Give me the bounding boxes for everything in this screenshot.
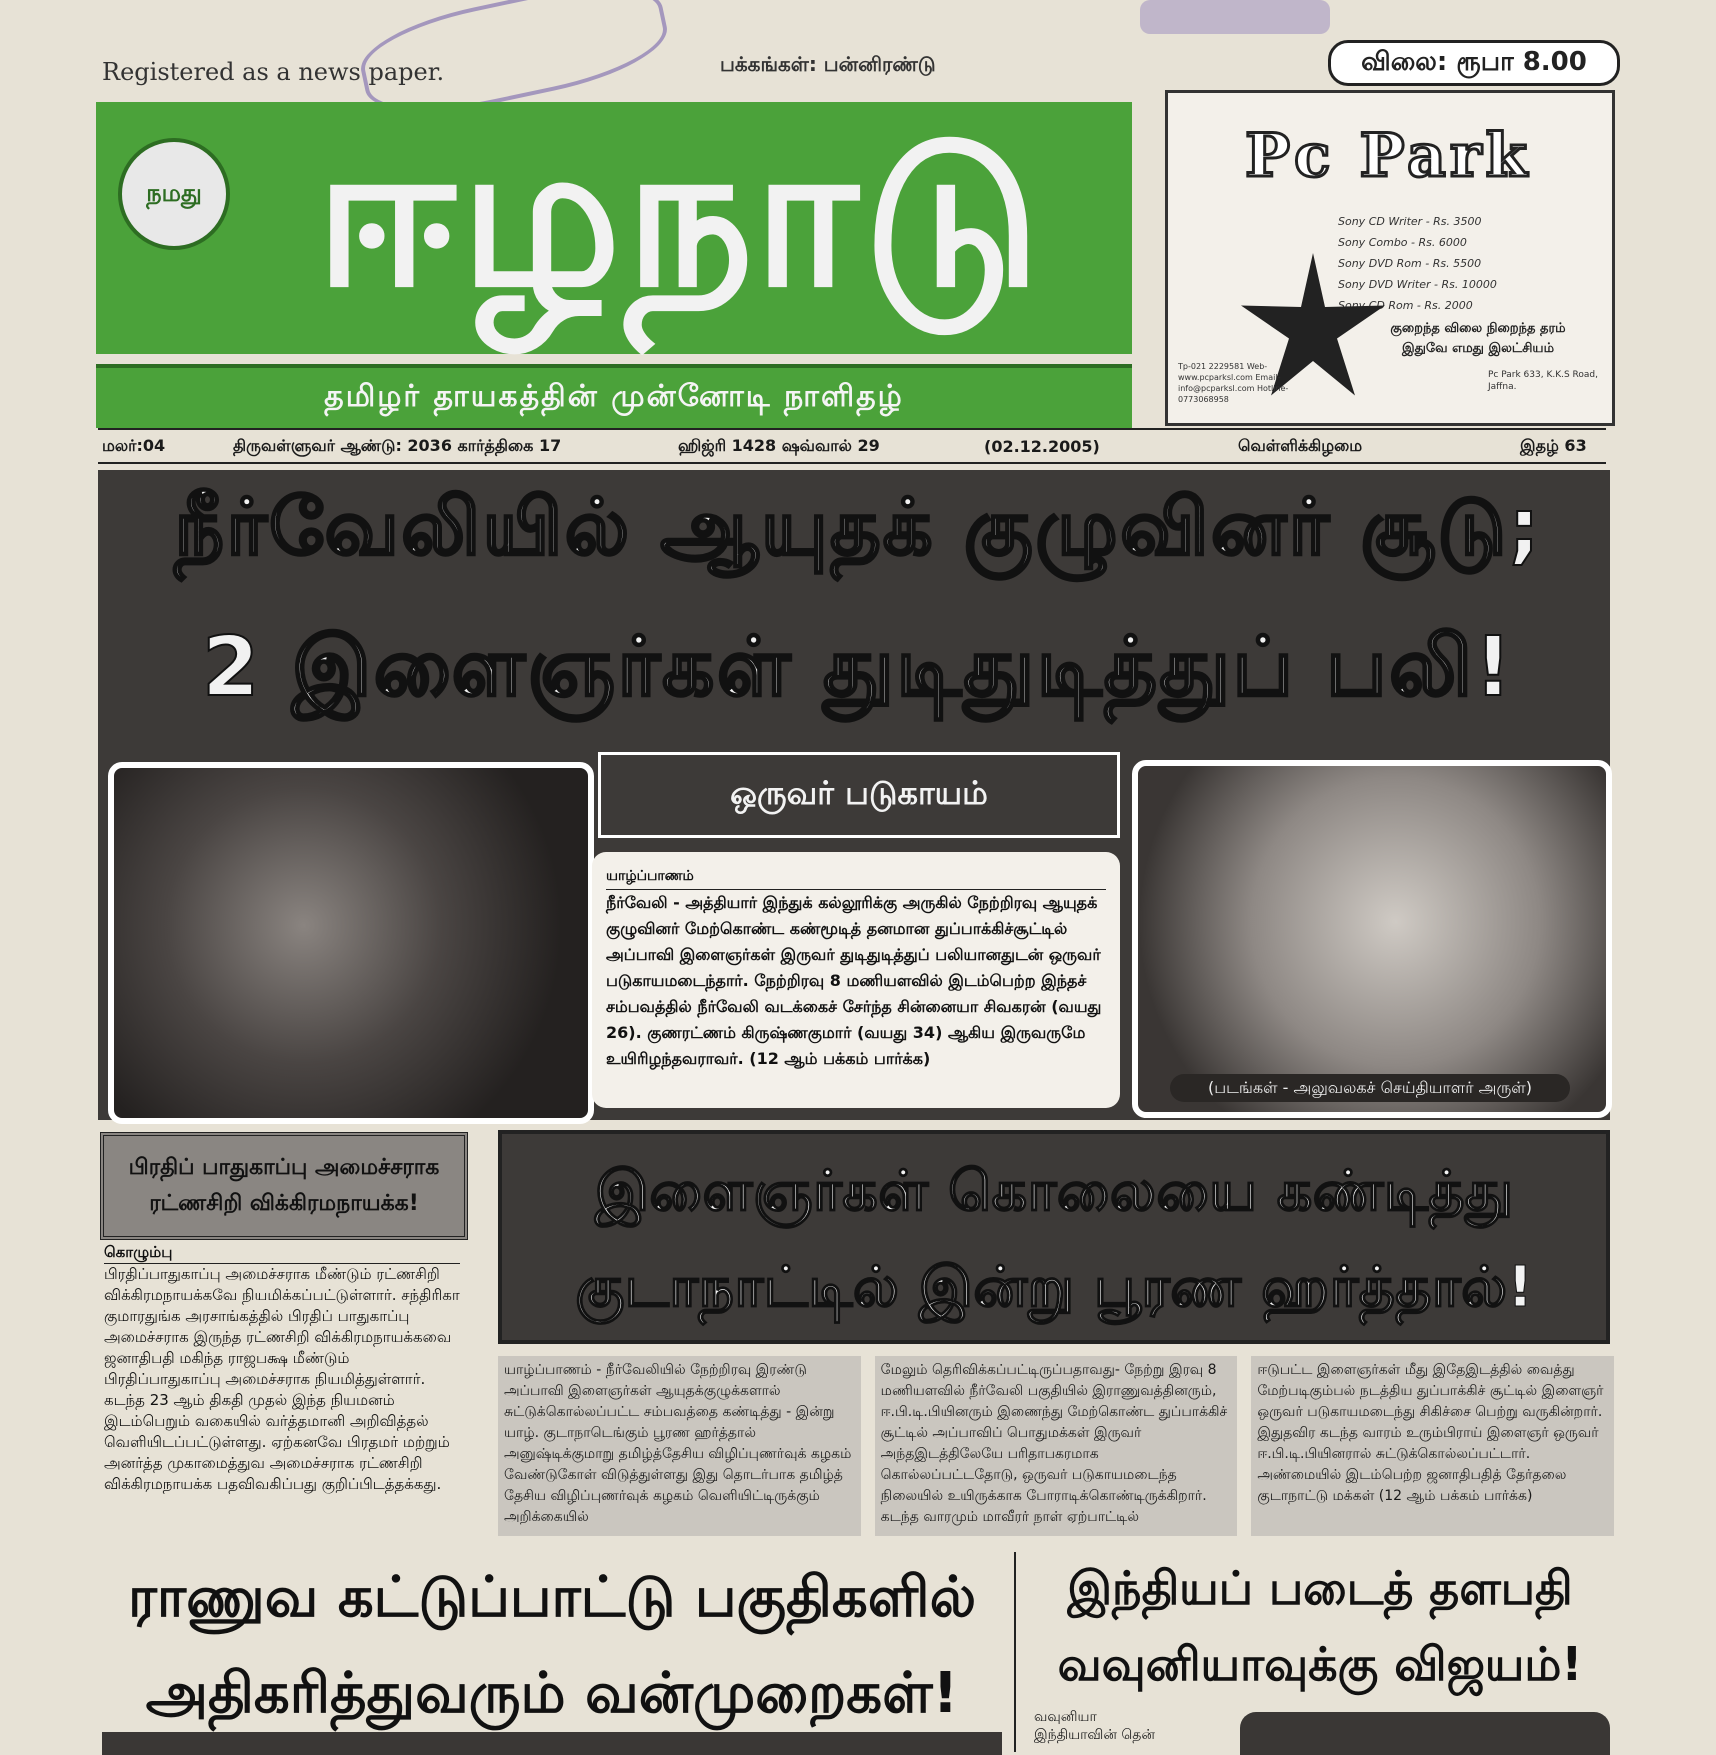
- lead-dateline: யாழ்ப்பாணம்: [606, 863, 1106, 890]
- hijri-date: ஹிஜ்ரி 1428 ஷவ்வால் 29: [678, 435, 880, 455]
- bottom-right-line2: வவுனியாவுக்கு விஜயம்!: [1057, 1637, 1583, 1691]
- lead-headline-line1: நீர்வேலியில் ஆயுதக் குழுவினர் சூடு;: [174, 483, 1542, 573]
- ad-item: Sony Combo - Rs. 6000: [1338, 236, 1467, 249]
- side-dateline: கொழும்பு: [104, 1242, 460, 1264]
- bottom-left-headline: [102, 1550, 1002, 1750]
- bottom-right-headline: [1030, 1550, 1610, 1700]
- hartal-headline-box: [498, 1130, 1610, 1344]
- ad-item: Sony CD Rom - Rs. 2000: [1338, 299, 1473, 312]
- advertisement: [1165, 90, 1615, 426]
- bottom-dateline: வவுனியா: [1034, 1709, 1097, 1725]
- lead-photo-right: [1132, 760, 1612, 1118]
- bottom-teaser: இந்தியாவின் தென்: [1034, 1727, 1155, 1743]
- ad-item: Sony DVD Rom - Rs. 5500: [1338, 257, 1482, 270]
- side-headline: [100, 1132, 468, 1240]
- bottom-photo: [1240, 1712, 1610, 1755]
- ad-address: Pc Park 633, K.K.S Road, Jaffna.: [1488, 370, 1598, 392]
- side-story: [104, 1242, 460, 1542]
- side-headline-line1: பிரதிப் பாதுகாப்பு அமைச்சராக: [128, 1155, 440, 1180]
- column-divider: [1014, 1552, 1016, 1752]
- issue-date: (02.12.2005): [984, 436, 1100, 456]
- photo-caption: (படங்கள் - அலுவலகச் செய்தியாளர் அருள்): [1170, 1074, 1570, 1102]
- namathu-logo: நமது: [118, 138, 230, 250]
- weekday: வெள்ளிக்கிழமை: [1238, 435, 1363, 455]
- hartal-column: யாழ்ப்பாணம் - நீர்வேலியில் நேற்றிரவு இரண்டு அப்பாவி இளைஞர்கள் ஆயுதக்குழுக்களால் சுட்டுக்கொல்லப்பட்ட சம்பவத்தை கண்டித்து - இன்று யாழ். குடாநாடெங்கும் பூரண ஹர்த்தால் அனுஷ்டிக்குமாறு தமிழ்த்தேசிய விழிப்புணர்வுக் கழகம் வேண்டுகோள் விடுத்துள்ளது இது தொடர்பாக தமிழ்த் தேசிய விழிப்புணர்வுக் கழகம் வெளியிட்டிருக்கும் அறிக்கையில்: [498, 1356, 861, 1536]
- ad-contact: Tp-021 2229581 Web-www.pcparksl.com Email-info@pcparksl.com Hotline-0773068958: [1178, 362, 1289, 404]
- ad-promo: குறைந்த விலை நிறைந்த தரம் இதுவே எமது இலட்சியம்: [1390, 321, 1566, 356]
- hartal-story-columns: [498, 1356, 1614, 1536]
- tamil-era-date: திருவள்ளுவர் ஆண்டு: 2036 கார்த்திகை 17: [233, 435, 562, 455]
- volume: மலர்:04: [102, 435, 166, 455]
- issue-info-bar: [98, 428, 1606, 464]
- bottom-right-line1: இந்தியப் படைத் தளபதி: [1067, 1561, 1573, 1615]
- hartal-headline-line2: குடாநாட்டில் இன்று பூரண ஹர்த்தால்!: [575, 1255, 1533, 1320]
- page-count: பக்கங்கள்: பன்னிரண்டு: [720, 52, 936, 76]
- issue-number: இதழ் 63: [1520, 435, 1587, 455]
- ad-price-list: [1338, 211, 1588, 316]
- ad-logo: Pc Park: [1244, 121, 1532, 191]
- side-headline-line2: ரட்ணசிறி விக்கிரமநாயக்க!: [149, 1191, 419, 1216]
- side-body: பிரதிப்பாதுகாப்பு அமைச்சராக மீண்டும் ரட்ணசிறி விக்கிரமநாயக்கவே நியமிக்கப்பட்டுள்ளார். சந்திரிகா குமாரதுங்க அரசாங்கத்தில் பிரதிப் பாதுகாப்பு அமைச்சராக இருந்த ரட்ணசிறி விக்கிரமநாயக்கவை ஜனாதிபதி மகிந்த ராஜபக்ஷ மீண்டும் பிரதிப்பாதுகாப்பு அமைச்சராக நியமித்துள்ளார். கடந்த 23 ஆம் திகதி முதல் இந்த நியமனம் இடம்பெறும் வகையில் வர்த்தமானி அறிவித்தல் வெளியிடப்பட்டுள்ளது. ஏற்கனவே பிரதமர் மற்றும் அனர்த்த முகாமைத்துவ அமைச்சராக ரட்ணசிறி விக்கிரமநாயக்க பதவிவகிப்பது குறிப்பிடத்தக்கது.: [104, 1265, 460, 1493]
- bottom-left-line2: அதிகரித்துவரும் வன்முறைகள்!: [145, 1661, 959, 1726]
- registration-note: Registered as a news paper.: [102, 58, 445, 86]
- hartal-headline-line1: இளைஞர்கள் கொலையை கண்டித்து: [594, 1159, 1514, 1224]
- hartal-column: மேலும் தெரிவிக்கப்பட்டிருப்பதாவது- நேற்று இரவு 8 மணியளவில் நீர்வேலி பகுதியில் இராணுவத்தினரும், ஈ.பி.டி.பியினரும் இணைந்து மேற்கொண்ட துப்பாக்கிச் சூட்டில் அப்பாவிப் பொதுமக்கள் இருவர் அந்தஇடத்திலேயே பரிதாபகரமாக கொல்லப்பட்டதோடு, ஒருவர் படுகாயமடைந்த நிலையில் உயிருக்காக போராடிக்கொண்டிருக்கிறார். கடந்த வாரமும் மாவீரர் நாள் ஏற்பாட்டில்: [875, 1356, 1238, 1536]
- price-badge: விலை: ரூபா 8.00: [1328, 40, 1620, 86]
- lead-subheading: ஒருவர் படுகாயம்: [598, 752, 1120, 838]
- bottom-right-story: [1034, 1708, 1155, 1744]
- bottom-banner: [102, 1732, 1002, 1755]
- lead-photo-left: [108, 762, 594, 1124]
- hartal-column: ஈடுபட்ட இளைஞர்கள் மீது இதேஇடத்தில் வைத்து மேற்படிகும்பல் நடத்திய துப்பாக்கிச் சூட்டில் இளைஞர் ஒருவர் படுகாயமடைந்து சிகிச்சை பெற்று வருகின்றார். இதுதவிர கடந்த வாரம் உரும்பிராய் இளைஞர் ஒருவர் ஈ.பி.டி.பியினரால் சுட்டுக்கொல்லப்பட்டார். அண்மையில் இடம்பெற்ற ஜனாதிபதித் தேர்தலை குடாநாட்டு மக்கள் (12 ஆம் பக்கம் பார்க்க): [1251, 1356, 1614, 1536]
- lead-headline-line2: 2 இளைஞர்கள் துடிதுடித்துப் பலி!: [202, 620, 1514, 715]
- lead-body: நீர்வேலி - அத்தியார் இந்துக் கல்லூரிக்கு அருகில் நேற்றிரவு ஆயுதக் குழுவினர் மேற்கொண்ட கண்மூடித் தனமான துப்பாக்கிச்சூட்டில் அப்பாவி இளைஞர்கள் இருவர் துடிதுடித்துப் பலியானதுடன் ஒருவர் படுகாயமடைந்தார். நேற்றிரவு 8 மணியளவில் இடம்பெற்ற இந்தச் சம்பவத்தில் நீர்வேலி வடக்கைச் சேர்ந்த சின்னையா சிவகரன் (வயது 26). குணரட்ணம் கிருஷ்ணகுமார் (வயது 34) ஆகிய இருவருமே உயிரிழந்தவராவர். (12 ஆம் பக்கம் பார்க்க): [606, 893, 1102, 1068]
- newspaper-title: ஈழநாடு: [315, 97, 1045, 332]
- bottom-left-line1: ராணுவ கட்டுப்பாட்டு பகுதிகளில்: [127, 1565, 977, 1630]
- ink-stamp-right: [1140, 0, 1330, 34]
- ad-item: Sony DVD Writer - Rs. 10000: [1338, 278, 1497, 291]
- ad-item: Sony CD Writer - Rs. 3500: [1338, 215, 1482, 228]
- tagline: தமிழர் தாயகத்தின் முன்னோடி நாளிதழ்: [96, 364, 1132, 428]
- lead-story: [592, 852, 1120, 1108]
